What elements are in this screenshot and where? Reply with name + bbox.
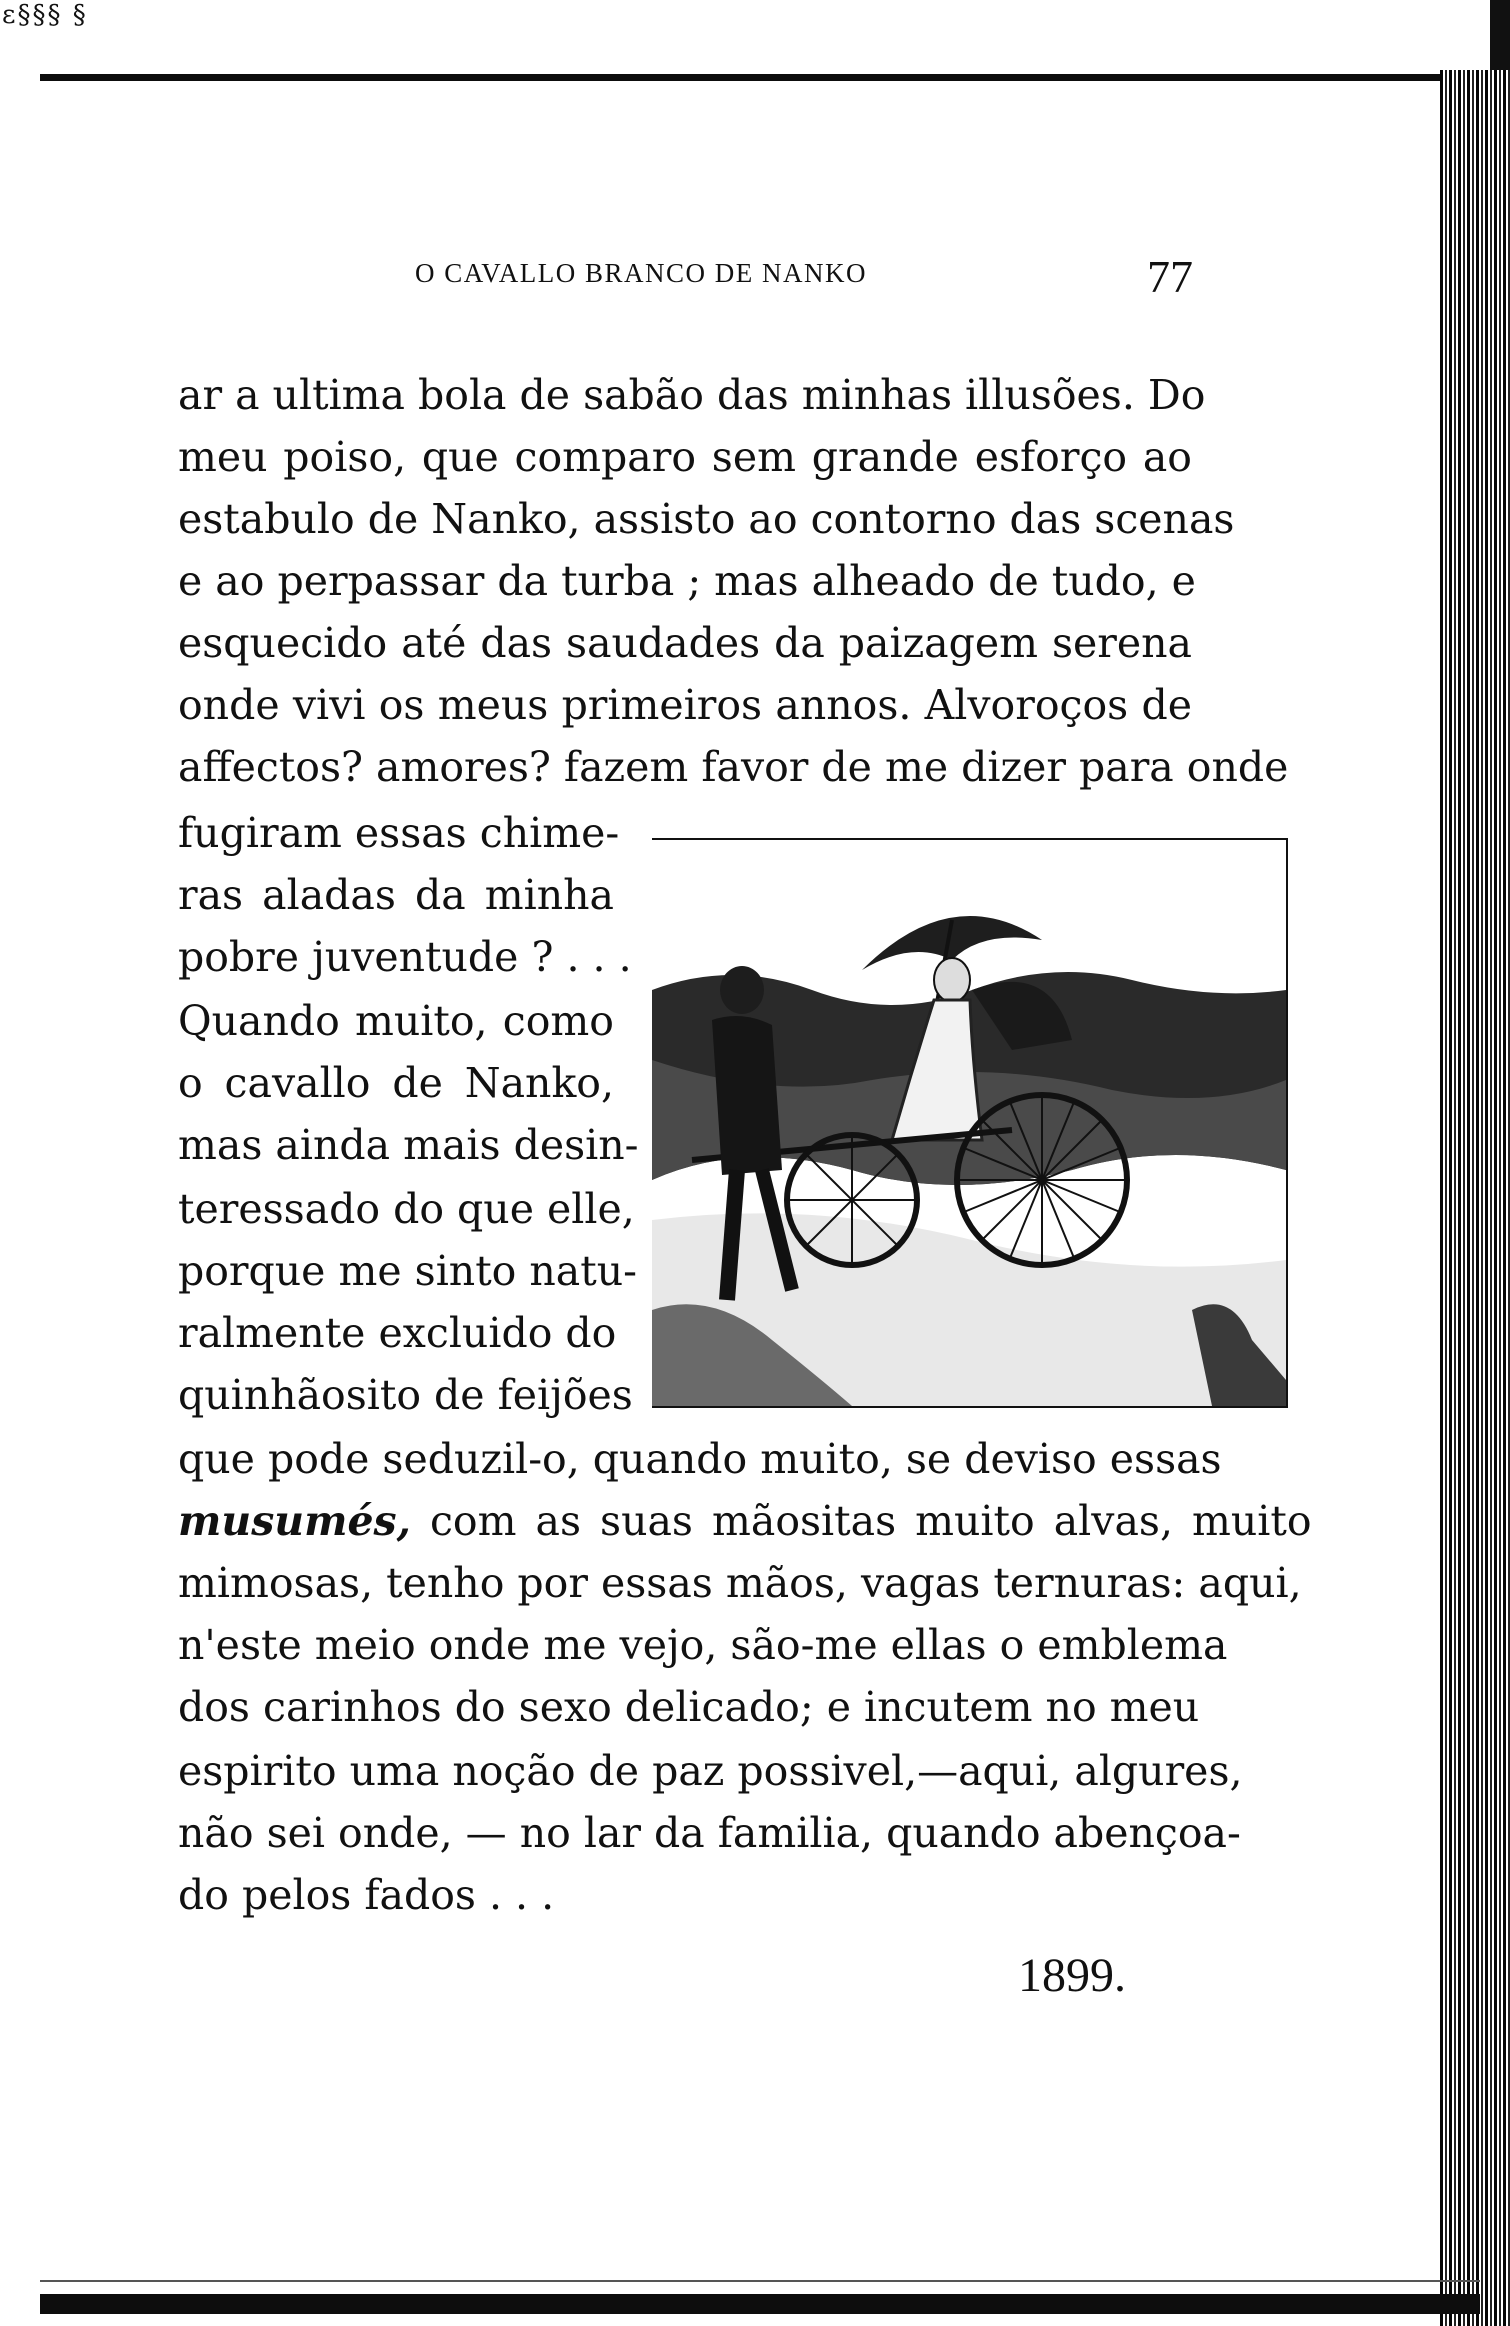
wrap-line: fugiram essas chime- (178, 809, 620, 857)
wrap-line: teressado do que elle, (178, 1185, 635, 1233)
italic-word: musumés, (178, 1497, 411, 1545)
text-line: espirito uma noção de paz possivel,—aqui, algures, (178, 1747, 1243, 1795)
text-line: estabulo de Nanko, assisto ao contorno das scenas (178, 495, 1235, 543)
top-rule (40, 74, 1470, 81)
running-head: O CAVALLO BRANCO DE NANKO (415, 258, 868, 288)
wrap-line: ralmente excluido do (178, 1309, 617, 1357)
wrap-line: Quando muito, como (178, 997, 614, 1045)
text-line: ar a ultima bola de sabão das minhas illusões. Do (178, 371, 1206, 419)
book-page-edges (1440, 70, 1510, 2326)
text-line: que pode seduzil-o, quando muito, se deviso essas (178, 1435, 1222, 1483)
text-line: mimosas, tenho por essas mãos, vagas ternuras: aqui, (178, 1559, 1302, 1607)
text-line: n'este meio onde me vejo, são-me ellas o emblema (178, 1621, 1228, 1669)
text-fragment: com as suas mãositas muito alvas, muito (410, 1497, 1312, 1545)
text-line (178, 1496, 1312, 1546)
dateline: 1899. (1018, 1949, 1126, 2002)
text-line: onde vivi os meus primeiros annos. Alvoroços de (178, 681, 1192, 729)
text-line: dos carinhos do sexo delicado; e incutem no meu (178, 1683, 1200, 1731)
text-line: não sei onde, — no lar da familia, quando abençoa- (178, 1809, 1241, 1857)
text-line: affectos? amores? fazem favor de me dizer para onde (178, 743, 1289, 791)
wrap-line: quinhãosito de feijões (178, 1371, 633, 1419)
wrap-line: ras aladas da minha (178, 871, 614, 919)
text-line: do pelos fados . . . (178, 1871, 555, 1919)
text-line: esquecido até das saudades da paizagem serena (178, 619, 1192, 667)
rickshaw-illustration (652, 838, 1288, 1408)
wrap-line: pobre juventude ? . . . (178, 933, 632, 981)
wrap-line: porque me sinto natu- (178, 1247, 637, 1295)
text-line: e ao perpassar da turba ; mas alheado de tudo, e (178, 557, 1196, 605)
corner-marks: ɛ§§§ § (2, 0, 88, 30)
page-corner-shadow (1490, 0, 1510, 80)
page-number: 77 (1147, 251, 1193, 302)
wrap-line: o cavallo de Nanko, (178, 1059, 614, 1107)
wrap-line: mas ainda mais desin- (178, 1121, 639, 1169)
text-line: meu poiso, que comparo sem grande esforço ao (178, 433, 1192, 481)
bottom-rule (40, 2270, 1480, 2326)
